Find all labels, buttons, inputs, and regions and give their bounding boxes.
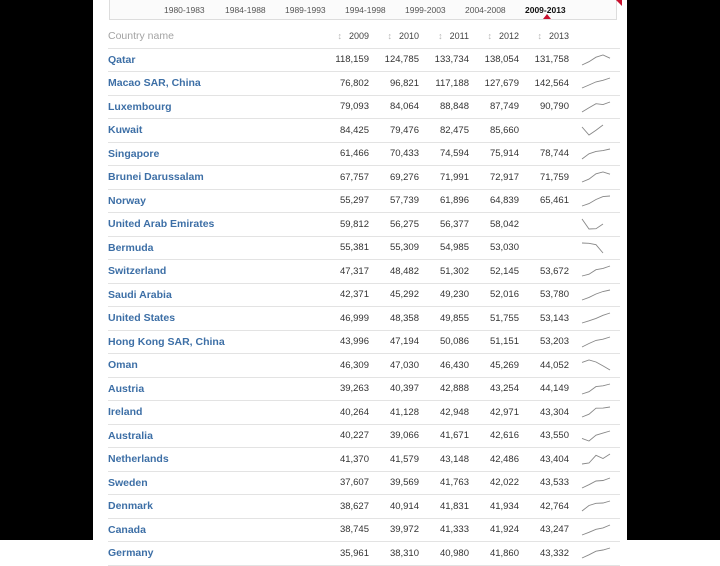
value-cell (522, 213, 572, 237)
table-row (108, 166, 620, 190)
column-header-year[interactable] (472, 25, 522, 48)
trend-cell (572, 307, 620, 331)
period-tab[interactable]: 1984-1988 (225, 5, 266, 15)
country-link[interactable]: Austria (108, 377, 322, 401)
table-row (108, 189, 620, 213)
table-row (108, 471, 620, 495)
value-cell: 76,802 (322, 72, 372, 96)
value-cell: 56,275 (372, 213, 422, 237)
value-cell: 82,475 (422, 119, 472, 143)
country-link[interactable]: Switzerland (108, 260, 322, 284)
value-cell: 41,924 (472, 518, 522, 542)
table-row (108, 495, 620, 519)
year-label: 2011 (449, 31, 469, 42)
country-link[interactable]: Sweden (108, 471, 322, 495)
value-cell: 50,086 (422, 330, 472, 354)
table-row (108, 95, 620, 119)
column-header-country[interactable]: Country name (108, 25, 322, 48)
trend-cell (572, 495, 620, 519)
country-link[interactable]: United States (108, 307, 322, 331)
trend-cell (572, 72, 620, 96)
trend-cell (572, 448, 620, 472)
column-header-year[interactable] (372, 25, 422, 48)
trend-cell (572, 330, 620, 354)
trend-cell (572, 142, 620, 166)
sparkline-line (582, 102, 610, 112)
table-row (108, 330, 620, 354)
value-cell: 67,757 (322, 166, 372, 190)
value-cell: 58,042 (472, 213, 522, 237)
value-cell: 43,254 (472, 377, 522, 401)
table-row (108, 377, 620, 401)
period-tab-active[interactable]: 2009-2013 (525, 5, 566, 15)
value-cell: 133,734 (422, 48, 472, 72)
country-link[interactable]: Oman (108, 354, 322, 378)
value-cell: 43,304 (522, 401, 572, 425)
value-cell: 43,148 (422, 448, 472, 472)
value-cell: 40,980 (422, 542, 472, 566)
value-cell: 127,679 (472, 72, 522, 96)
table-row (108, 448, 620, 472)
value-cell: 48,482 (372, 260, 422, 284)
value-cell: 64,839 (472, 189, 522, 213)
value-cell: 41,671 (422, 424, 472, 448)
table-row (108, 542, 620, 566)
value-cell: 37,607 (322, 471, 372, 495)
table-row (108, 283, 620, 307)
trend-cell (572, 354, 620, 378)
sparkline-chart (581, 289, 611, 301)
trend-cell (572, 260, 620, 284)
value-cell: 53,780 (522, 283, 572, 307)
country-link[interactable]: Germany (108, 542, 322, 566)
value-cell: 42,616 (472, 424, 522, 448)
value-cell: 53,143 (522, 307, 572, 331)
value-cell: 46,999 (322, 307, 372, 331)
value-cell: 43,533 (522, 471, 572, 495)
data-panel (93, 0, 627, 560)
period-tab[interactable]: 1994-1998 (345, 5, 386, 15)
left-margin (0, 0, 93, 540)
period-tab[interactable]: 2004-2008 (465, 5, 506, 15)
country-link[interactable]: United Arab Emirates (108, 213, 322, 237)
trend-cell (572, 236, 620, 260)
value-cell: 78,744 (522, 142, 572, 166)
sparkline-line (582, 501, 610, 511)
value-cell: 41,934 (472, 495, 522, 519)
country-link[interactable]: Macao SAR, China (108, 72, 322, 96)
value-cell: 71,991 (422, 166, 472, 190)
sparkline-line (582, 243, 603, 253)
column-header-year[interactable] (422, 25, 472, 48)
trend-cell (572, 119, 620, 143)
trend-cell (572, 518, 620, 542)
country-link[interactable]: Singapore (108, 142, 322, 166)
value-cell: 41,831 (422, 495, 472, 519)
value-cell: 88,848 (422, 95, 472, 119)
sparkline-chart (581, 500, 611, 512)
value-cell: 42,371 (322, 283, 372, 307)
value-cell: 38,627 (322, 495, 372, 519)
gdp-table (108, 25, 620, 566)
period-tab[interactable]: 1989-1993 (285, 5, 326, 15)
value-cell: 85,660 (472, 119, 522, 143)
table-row (108, 48, 620, 72)
value-cell: 43,550 (522, 424, 572, 448)
trend-cell (572, 166, 620, 190)
value-cell: 72,917 (472, 166, 522, 190)
value-cell: 54,985 (422, 236, 472, 260)
value-cell: 49,230 (422, 283, 472, 307)
value-cell: 131,758 (522, 48, 572, 72)
table-header-row (108, 25, 620, 48)
sparkline-line (582, 149, 610, 159)
value-cell: 38,310 (372, 542, 422, 566)
right-margin (627, 0, 720, 540)
value-cell: 56,377 (422, 213, 472, 237)
value-cell: 43,404 (522, 448, 572, 472)
sparkline-line (582, 525, 610, 535)
sparkline-chart (581, 477, 611, 489)
period-tab[interactable]: 1980-1983 (164, 5, 205, 15)
sparkline-line (582, 407, 610, 417)
value-cell: 79,476 (372, 119, 422, 143)
sparkline-line (582, 125, 603, 135)
trend-cell (572, 213, 620, 237)
value-cell: 51,302 (422, 260, 472, 284)
sparkline-chart (581, 148, 611, 160)
value-cell: 41,763 (422, 471, 472, 495)
value-cell: 41,370 (322, 448, 372, 472)
country-link[interactable]: Brunei Darussalam (108, 166, 322, 190)
value-cell: 45,269 (472, 354, 522, 378)
year-label: 2013 (548, 31, 569, 42)
value-cell: 65,461 (522, 189, 572, 213)
sparkline-chart (581, 101, 611, 113)
value-cell: 53,030 (472, 236, 522, 260)
value-cell: 47,030 (372, 354, 422, 378)
sparkline-chart (581, 218, 611, 230)
country-link[interactable]: Norway (108, 189, 322, 213)
value-cell (522, 236, 572, 260)
sparkline-chart (581, 54, 611, 66)
table-row (108, 354, 620, 378)
value-cell: 61,466 (322, 142, 372, 166)
value-cell: 49,855 (422, 307, 472, 331)
value-cell: 87,749 (472, 95, 522, 119)
sparkline-line (582, 196, 610, 206)
country-link[interactable]: Kuwait (108, 119, 322, 143)
value-cell: 55,381 (322, 236, 372, 260)
value-cell: 74,594 (422, 142, 472, 166)
value-cell: 47,194 (372, 330, 422, 354)
sort-icon: ↕ (337, 31, 342, 42)
trend-cell (572, 283, 620, 307)
value-cell: 69,276 (372, 166, 422, 190)
table-row (108, 401, 620, 425)
sparkline-line (582, 360, 610, 370)
value-cell: 39,569 (372, 471, 422, 495)
value-cell: 41,860 (472, 542, 522, 566)
sparkline-chart (581, 242, 611, 254)
value-cell: 51,151 (472, 330, 522, 354)
value-cell: 57,739 (372, 189, 422, 213)
value-cell (522, 119, 572, 143)
column-header-trend (572, 25, 620, 48)
sparkline-chart (581, 406, 611, 418)
value-cell: 90,790 (522, 95, 572, 119)
sparkline-line (582, 78, 610, 88)
country-link[interactable]: Luxembourg (108, 95, 322, 119)
value-cell: 51,755 (472, 307, 522, 331)
sparkline-chart (581, 524, 611, 536)
column-header-year[interactable] (322, 25, 372, 48)
value-cell: 39,972 (372, 518, 422, 542)
value-cell: 79,093 (322, 95, 372, 119)
sparkline-line (582, 219, 603, 229)
value-cell: 124,785 (372, 48, 422, 72)
sparkline-line (582, 313, 610, 323)
value-cell: 42,486 (472, 448, 522, 472)
country-link[interactable]: Saudi Arabia (108, 283, 322, 307)
sparkline-chart (581, 453, 611, 465)
value-cell: 75,914 (472, 142, 522, 166)
active-period-marker (543, 14, 551, 19)
sparkline-line (582, 431, 610, 441)
value-cell: 118,159 (322, 48, 372, 72)
value-cell: 42,948 (422, 401, 472, 425)
country-link[interactable]: Canada (108, 518, 322, 542)
table-row (108, 119, 620, 143)
country-link[interactable]: Hong Kong SAR, China (108, 330, 322, 354)
value-cell: 96,821 (372, 72, 422, 96)
value-cell: 71,759 (522, 166, 572, 190)
sparkline-chart (581, 430, 611, 442)
trend-cell (572, 401, 620, 425)
table-row (108, 260, 620, 284)
value-cell: 52,016 (472, 283, 522, 307)
sparkline-line (582, 384, 610, 394)
sort-icon: ↕ (487, 31, 492, 42)
value-cell: 42,888 (422, 377, 472, 401)
sparkline-chart (581, 359, 611, 371)
sparkline-line (582, 266, 610, 276)
value-cell: 43,247 (522, 518, 572, 542)
sparkline-chart (581, 195, 611, 207)
period-selector (109, 0, 617, 20)
sparkline-line (582, 55, 610, 65)
country-link[interactable]: Denmark (108, 495, 322, 519)
value-cell: 142,564 (522, 72, 572, 96)
sparkline-line (582, 454, 610, 464)
value-cell: 117,188 (422, 72, 472, 96)
value-cell: 38,745 (322, 518, 372, 542)
value-cell: 41,333 (422, 518, 472, 542)
year-label: 2012 (498, 31, 519, 42)
country-link[interactable]: Bermuda (108, 236, 322, 260)
value-cell: 55,297 (322, 189, 372, 213)
sparkline-chart (581, 171, 611, 183)
country-link[interactable]: Qatar (108, 48, 322, 72)
value-cell: 55,309 (372, 236, 422, 260)
sparkline-chart (581, 336, 611, 348)
year-label: 2009 (348, 31, 369, 42)
value-cell: 35,961 (322, 542, 372, 566)
value-cell: 42,022 (472, 471, 522, 495)
table-row (108, 518, 620, 542)
table-row (108, 236, 620, 260)
value-cell: 48,358 (372, 307, 422, 331)
sparkline-line (582, 172, 610, 182)
sparkline-line (582, 337, 610, 347)
value-cell: 43,332 (522, 542, 572, 566)
value-cell: 70,433 (372, 142, 422, 166)
value-cell: 46,309 (322, 354, 372, 378)
trend-cell (572, 542, 620, 566)
value-cell: 47,317 (322, 260, 372, 284)
sort-icon: ↕ (438, 31, 443, 42)
trend-cell (572, 377, 620, 401)
value-cell: 53,672 (522, 260, 572, 284)
trend-cell (572, 48, 620, 72)
table-row (108, 72, 620, 96)
sparkline-chart (581, 312, 611, 324)
value-cell: 138,054 (472, 48, 522, 72)
table-row (108, 307, 620, 331)
trend-cell (572, 424, 620, 448)
country-link[interactable]: Netherlands (108, 448, 322, 472)
sparkline-chart (581, 124, 611, 136)
sparkline-line (582, 290, 610, 300)
value-cell: 41,128 (372, 401, 422, 425)
value-cell: 42,764 (522, 495, 572, 519)
year-label: 2010 (398, 31, 419, 42)
table-row (108, 213, 620, 237)
value-cell: 40,914 (372, 495, 422, 519)
country-link[interactable]: Australia (108, 424, 322, 448)
value-cell: 40,227 (322, 424, 372, 448)
value-cell: 42,971 (472, 401, 522, 425)
sparkline-chart (581, 265, 611, 277)
value-cell: 61,896 (422, 189, 472, 213)
value-cell: 52,145 (472, 260, 522, 284)
value-cell: 39,263 (322, 377, 372, 401)
period-tab[interactable]: 1999-2003 (405, 5, 446, 15)
sparkline-chart (581, 77, 611, 89)
country-link[interactable]: Ireland (108, 401, 322, 425)
value-cell: 39,066 (372, 424, 422, 448)
value-cell: 44,052 (522, 354, 572, 378)
sparkline-line (582, 478, 610, 488)
value-cell: 43,996 (322, 330, 372, 354)
value-cell: 40,264 (322, 401, 372, 425)
value-cell: 45,292 (372, 283, 422, 307)
table-row (108, 142, 620, 166)
sort-icon: ↕ (387, 31, 392, 42)
trend-cell (572, 189, 620, 213)
trend-cell (572, 471, 620, 495)
sparkline-chart (581, 383, 611, 395)
value-cell: 44,149 (522, 377, 572, 401)
value-cell: 53,203 (522, 330, 572, 354)
value-cell: 84,425 (322, 119, 372, 143)
sort-icon: ↕ (537, 31, 542, 42)
value-cell: 84,064 (372, 95, 422, 119)
column-header-year[interactable] (522, 25, 572, 48)
value-cell: 59,812 (322, 213, 372, 237)
value-cell: 41,579 (372, 448, 422, 472)
sparkline-line (582, 548, 610, 558)
corner-accent (616, 0, 622, 6)
value-cell: 40,397 (372, 377, 422, 401)
sparkline-chart (581, 547, 611, 559)
value-cell: 46,430 (422, 354, 472, 378)
trend-cell (572, 95, 620, 119)
table-row (108, 424, 620, 448)
